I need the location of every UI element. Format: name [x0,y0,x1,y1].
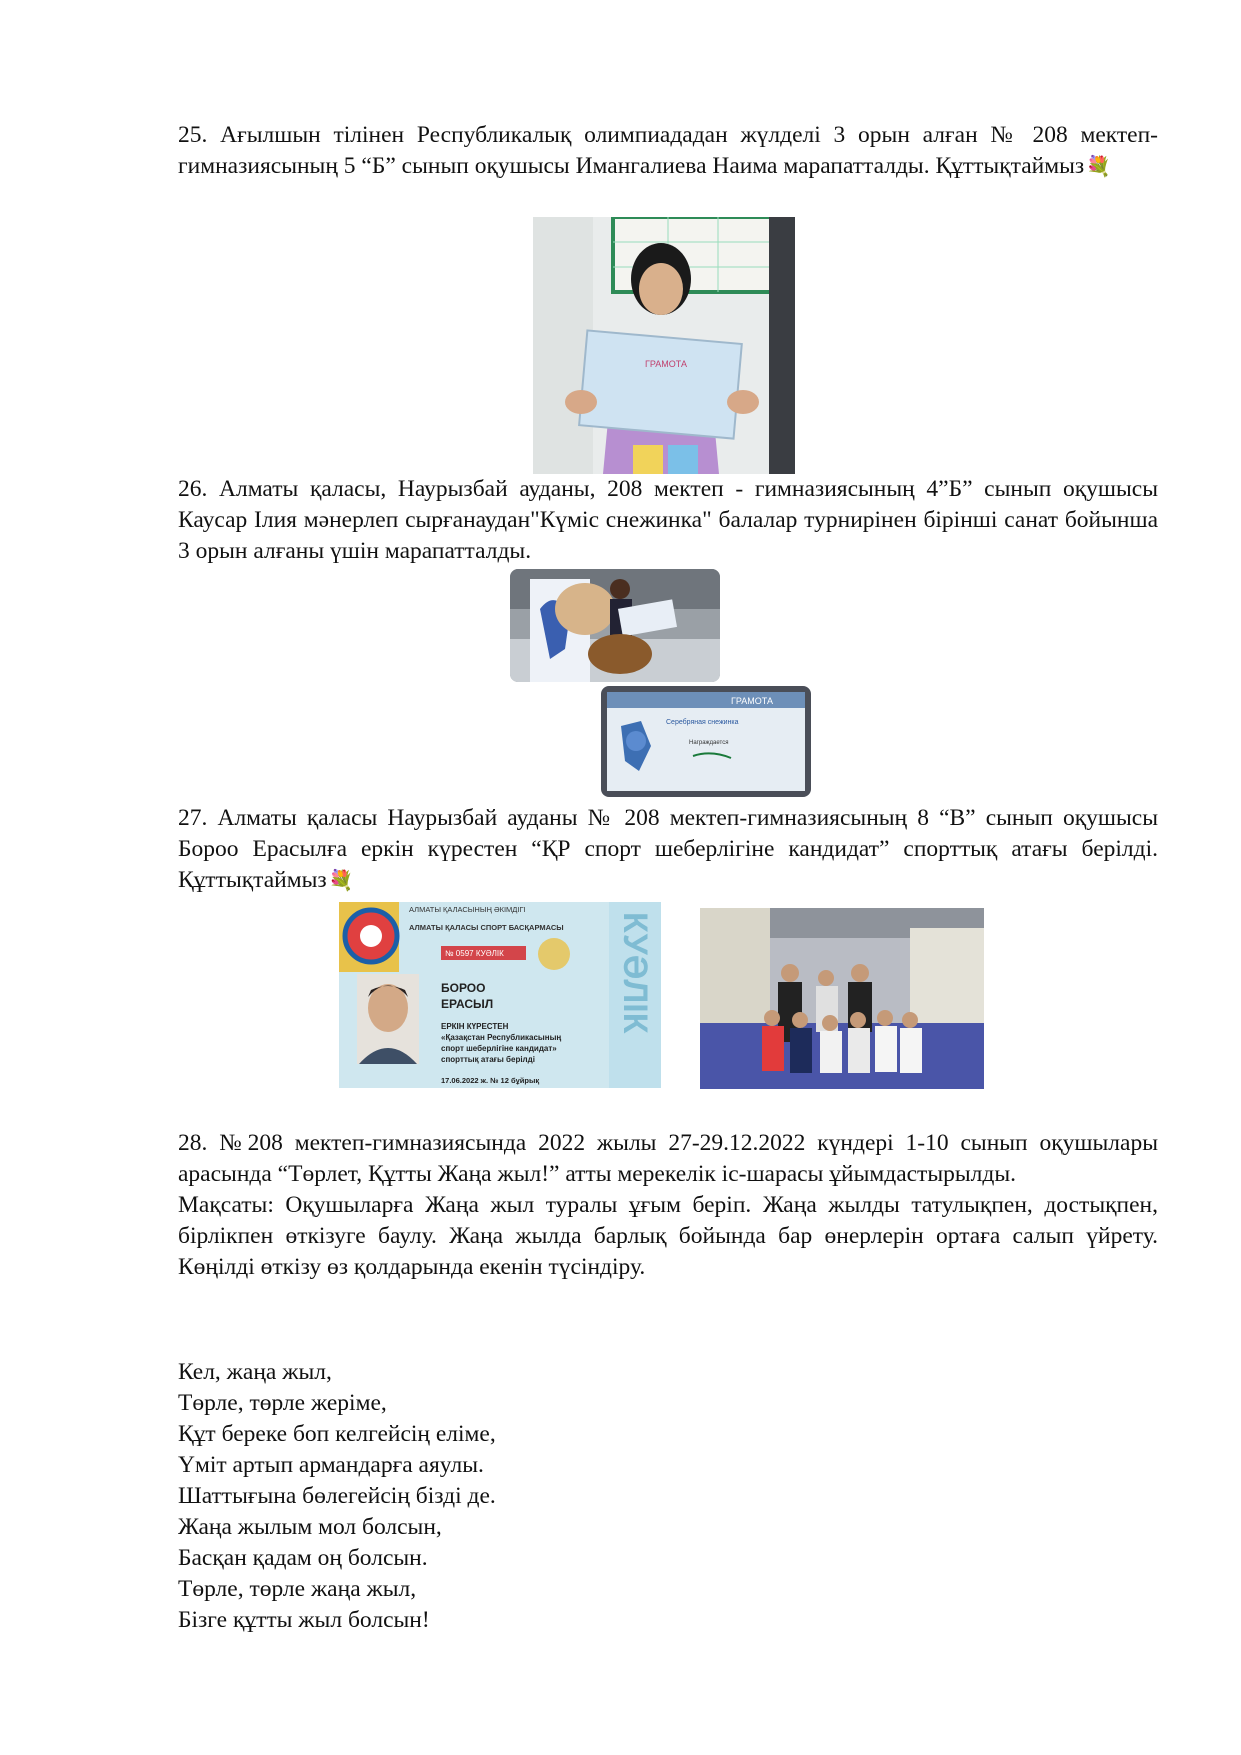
paragraph-27 [178,803,1158,897]
id-line-1: ЕРКІН КҮРЕСТЕН [441,1022,509,1031]
poem-line: Құт береке боп келгейсің еліме, [178,1421,496,1447]
photo-wrestling-team [700,908,984,1089]
id-line-4: спорттық атағы берілді [441,1055,535,1064]
paragraph-28 [178,1128,1158,1283]
id-authority-2: АЛМАТЫ ҚАЛАСЫ СПОРТ БАСҚАРМАСЫ [409,923,564,932]
id-authority-1: АЛМАТЫ ҚАЛАСЫНЫҢ ӘКІМДІГІ [409,905,526,914]
id-line-2: «Қазақстан Республикасының [441,1033,562,1042]
gramota-awarded: Награждается [689,740,729,746]
paragraph-25 [178,120,1158,183]
paragraph-28-text: 28. №208 мектеп-гимназиясында 2022 жылы 27-29.12.2022 күндері 1-10 сынып оқушылары арасында “Төрлет, Құтты Жаңа жыл!” атты мерекелік іс-шарасы ұйымдастырылды. [178,1130,1158,1187]
photo-gramota-certificate [601,686,811,797]
new-year-poem [178,1357,496,1636]
paragraph-25-text: 25. Ағылшын тілінен Республикалық олимпиададан жүлделі 3 орын алған № 208 мектеп-гимназиясының 5 “Б” сынып оқушысы Имангалиева Наима марапатталды. Құттықтаймыз [178,122,1158,179]
gramota-event: Серебряная снежинка [666,719,739,726]
photo-skater-with-bouquet [510,569,720,682]
photo-sports-id-card [339,902,661,1088]
bouquet-icon: 💐 [328,870,354,892]
id-line-3: спорт шеберлігіне кандидат» [441,1044,557,1053]
paragraph-26 [178,474,1158,567]
poem-line: Жаңа жылым мол болсын, [178,1514,442,1540]
poem-line: Басқан қадам оң болсын. [178,1545,428,1571]
id-date: 17.06.2022 ж. № 12 бұйрық [441,1076,540,1085]
poem-line: Төрле, төрле жаңа жыл, [178,1576,417,1602]
poem-line: Бізге құтты жыл болсын! [178,1607,430,1633]
paragraph-28-goal: Мақсаты: Оқушыларға Жаңа жыл туралы ұғым беріп. Жаңа жылды татулықпен, достықпен, бірлікпен өткізуге баулу. Жаңа жылда барлық бойында бар өнерлерін ортаға салып үйрету. Көңілді өткізу өз қолдарында екенін түсіндіру. [178,1192,1158,1280]
certificate-title: ГРАМОТА [645,359,687,369]
id-name: ЕРАСЫЛ [441,997,494,1011]
gramota-header: ГРАМОТА [731,696,773,706]
photo-girl-with-certificate [533,217,795,474]
paragraph-27-text: 27. Алматы қаласы Наурызбай ауданы № 208 мектеп-гимназиясының 8 “В” сынып оқушысы Бороо Ерасылға еркін күрестен “ҚР спорт шеберлігіне кандидат” спорттық атағы берілді. Құттықтаймыз [178,805,1158,893]
bouquet-icon: 💐 [1086,156,1112,178]
id-vertical-word: КУӘЛІК [616,912,654,1034]
id-surname: БОРОО [441,981,486,995]
id-number: № 0597 КУӘЛІК [445,949,504,958]
poem-line: Төрле, төрле жеріме, [178,1390,387,1416]
paragraph-26-text: 26. Алматы қаласы, Наурызбай ауданы, 208 мектеп - гимназиясының 4”Б” сынып оқушысы Каусар Ілия мәнерлеп сырғанаудан"Күміс снежинка" балалар турнирінен бірінші санат бойынша 3 орын алғаны үшін марапатталды. [178,476,1158,564]
poem-line: Үміт артып армандарға аяулы. [178,1452,484,1478]
poem-line: Кел, жаңа жыл, [178,1359,332,1385]
poem-line: Шаттығына бөлегейсің бізді де. [178,1483,496,1509]
